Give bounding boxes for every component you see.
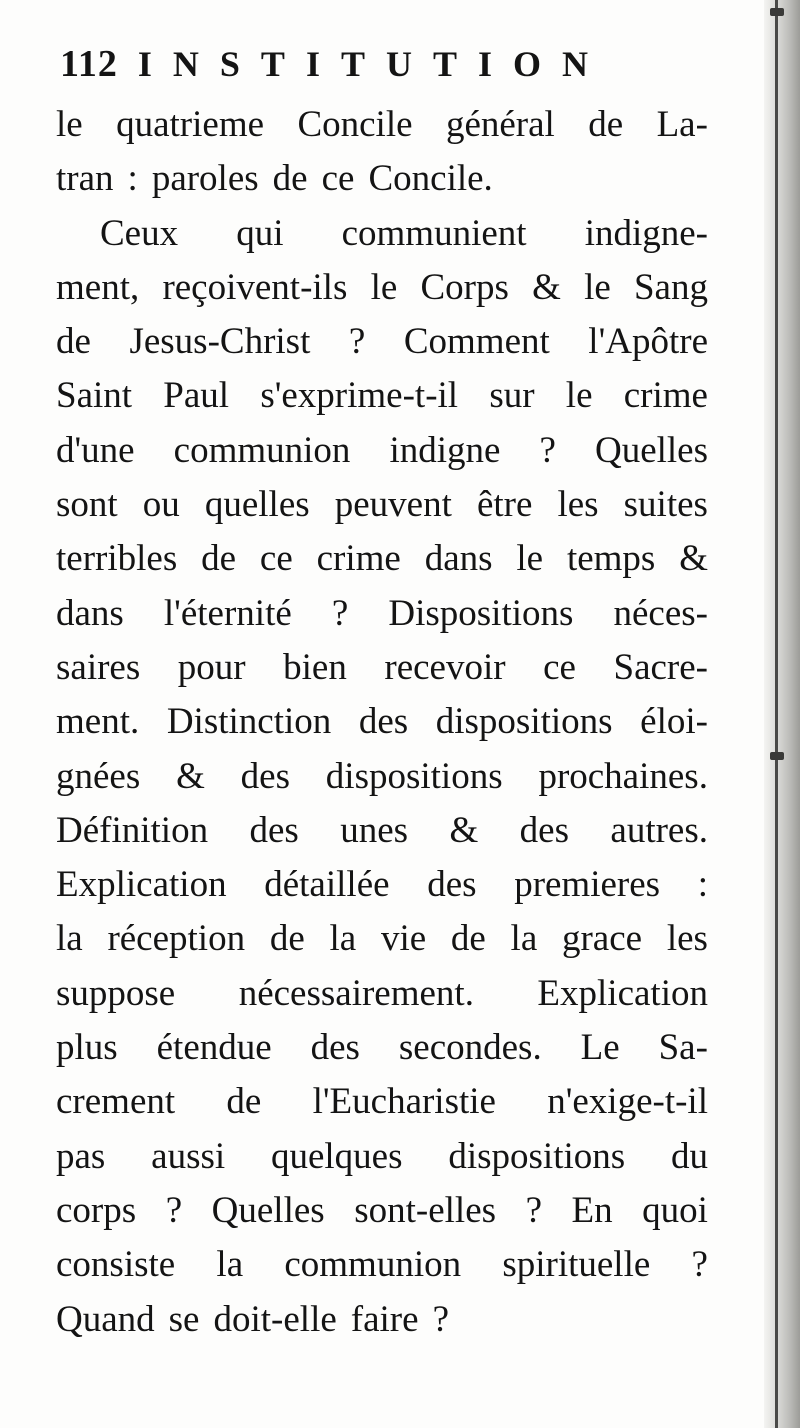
word: ce <box>543 646 576 688</box>
word: quelques <box>270 1135 403 1177</box>
word: sur <box>489 375 535 417</box>
word: Sang <box>633 266 708 308</box>
word: communion <box>173 429 351 471</box>
word: le <box>370 266 398 308</box>
word: premieres <box>514 864 661 906</box>
word: Quand <box>56 1298 155 1340</box>
word: des <box>310 1027 360 1069</box>
word: Paul <box>163 375 230 417</box>
text-line <box>56 152 708 206</box>
word: tran <box>56 158 114 200</box>
word: le <box>565 375 593 417</box>
word: grace <box>561 918 643 960</box>
word: corps <box>56 1189 137 1231</box>
word: éloi- <box>640 701 708 743</box>
word: n'exige-t-il <box>547 1081 708 1123</box>
word: Quelles <box>211 1189 325 1231</box>
page-header <box>60 42 680 98</box>
word: bien <box>283 646 347 688</box>
word: d'une <box>56 429 135 471</box>
word: de <box>226 1081 262 1123</box>
word: Définition <box>56 809 209 851</box>
word: communient <box>341 212 527 254</box>
word: de <box>450 918 486 960</box>
word: quatrieme <box>116 104 265 145</box>
word: réception <box>107 918 246 960</box>
word: l'Eucharistie <box>312 1081 496 1123</box>
word: recevoir <box>384 646 506 688</box>
word: Dispositions <box>388 592 574 634</box>
text-line <box>56 98 708 152</box>
word: de <box>269 918 305 960</box>
word: Sa- <box>658 1027 708 1069</box>
word: Quelles <box>594 429 708 471</box>
word: ? <box>691 1244 708 1286</box>
text-line <box>56 750 708 804</box>
binding-notch <box>770 752 784 760</box>
word: dispositions <box>325 755 503 797</box>
text-line <box>56 1293 708 1347</box>
word: autres. <box>610 809 708 851</box>
word: Ceux <box>100 212 179 254</box>
word: ? <box>525 1189 542 1231</box>
text-line <box>56 1238 708 1292</box>
word: Comment <box>403 321 550 363</box>
word: détaillée <box>264 864 390 906</box>
word: se <box>168 1298 200 1340</box>
word: ? <box>539 429 556 471</box>
word: Distinction <box>166 701 332 743</box>
word: secondes. <box>398 1027 542 1069</box>
word: Le <box>580 1027 620 1069</box>
word: de <box>272 158 308 200</box>
word: plus <box>56 1027 118 1069</box>
word: indigne <box>389 429 501 471</box>
word: crime <box>623 375 708 417</box>
word: pour <box>177 646 246 688</box>
word: suites <box>623 484 708 526</box>
word: quoi <box>642 1189 708 1231</box>
word: sont <box>56 484 118 526</box>
word: consiste <box>56 1244 176 1286</box>
word: prochaines. <box>538 755 708 797</box>
word: ce <box>259 538 293 580</box>
word: dans <box>424 538 493 580</box>
word: des <box>427 864 477 906</box>
word: & <box>176 755 205 797</box>
word: général <box>445 104 555 145</box>
word: du <box>671 1135 708 1177</box>
binding-edge <box>775 0 778 1428</box>
text-line <box>56 1130 708 1184</box>
word: & <box>679 538 708 580</box>
word: Concile <box>297 104 413 145</box>
word: crement <box>56 1081 176 1123</box>
word: l'Apôtre <box>588 321 708 363</box>
text-line <box>56 804 708 858</box>
text-line <box>56 207 708 261</box>
word: & <box>532 266 561 308</box>
word: communion <box>284 1244 462 1286</box>
word: de <box>588 104 624 145</box>
word: des <box>358 701 409 743</box>
word: ment, <box>56 266 140 308</box>
text-line <box>56 1021 708 1075</box>
word: reçoivent-ils <box>162 266 348 308</box>
word: Jesus-Christ <box>129 321 311 363</box>
word: des <box>249 809 299 851</box>
text-line <box>56 858 708 912</box>
word: terribles <box>56 538 178 580</box>
word: aussi <box>151 1135 226 1177</box>
page-number: 112 <box>60 43 118 85</box>
word: Concile. <box>368 158 493 200</box>
text-line <box>56 587 708 641</box>
word: dispositions <box>448 1135 626 1177</box>
word: ou <box>142 484 180 526</box>
word: suppose <box>56 972 176 1014</box>
word: : <box>127 158 138 200</box>
word: indigne- <box>584 212 708 254</box>
word: l'éternité <box>163 592 292 634</box>
word: dispositions <box>435 701 613 743</box>
word: étendue <box>156 1027 272 1069</box>
word: sont-elles <box>354 1189 497 1231</box>
word: qui <box>236 212 284 254</box>
word: paroles <box>151 158 259 200</box>
text-line <box>56 967 708 1021</box>
body-text <box>56 98 708 1347</box>
word: nécessairement. <box>238 972 474 1014</box>
word: la <box>510 918 538 960</box>
word: faire <box>350 1298 419 1340</box>
running-head: INSTITUTION <box>137 44 609 84</box>
word: des <box>519 809 569 851</box>
word: Corps <box>420 266 509 308</box>
word: ce <box>321 158 355 200</box>
binding-notch <box>770 8 784 16</box>
word: : <box>697 864 708 906</box>
word: crime <box>316 538 401 580</box>
page-gutter <box>764 0 800 1428</box>
word: unes <box>340 809 409 851</box>
text-line <box>56 1184 708 1238</box>
text-line <box>56 478 708 532</box>
word: saires <box>56 646 141 688</box>
text-line <box>56 424 708 478</box>
word: gnées <box>56 755 141 797</box>
text-line <box>56 261 708 315</box>
text-line <box>56 315 708 369</box>
word: quelles <box>204 484 310 526</box>
word: vie <box>380 918 427 960</box>
word: temps <box>566 538 656 580</box>
word: peuvent <box>334 484 452 526</box>
word: dans <box>56 592 124 634</box>
word: pas <box>56 1135 106 1177</box>
word: ? <box>165 1189 183 1231</box>
word: la <box>216 1244 244 1286</box>
word: les <box>666 918 708 960</box>
word: de <box>56 321 91 363</box>
word: Saint <box>56 375 133 417</box>
word: le <box>56 104 83 145</box>
word: Explication <box>537 972 708 1014</box>
word: les <box>557 484 599 526</box>
text-line <box>56 1075 708 1129</box>
word: des <box>240 755 290 797</box>
word: ? <box>331 592 349 634</box>
word: le <box>584 266 611 308</box>
word: ? <box>432 1298 449 1340</box>
text-line <box>56 912 708 966</box>
word: le <box>516 538 544 580</box>
word: spirituelle <box>502 1244 651 1286</box>
word: ? <box>348 321 366 363</box>
text-line <box>56 369 708 423</box>
word: Explication <box>56 864 227 906</box>
word: la <box>329 918 357 960</box>
word: & <box>449 809 479 851</box>
text-line <box>56 695 708 749</box>
word: la <box>56 918 83 960</box>
word: ment. <box>56 701 140 743</box>
word: La- <box>656 104 708 145</box>
text-line <box>56 641 708 695</box>
word: doit-elle <box>213 1298 337 1340</box>
word: de <box>201 538 237 580</box>
word: Sacre- <box>613 646 708 688</box>
word: s'exprime-t-il <box>260 375 459 417</box>
word: En <box>571 1189 613 1231</box>
text-line <box>56 532 708 586</box>
word: être <box>476 484 533 526</box>
word: néces- <box>613 592 708 634</box>
